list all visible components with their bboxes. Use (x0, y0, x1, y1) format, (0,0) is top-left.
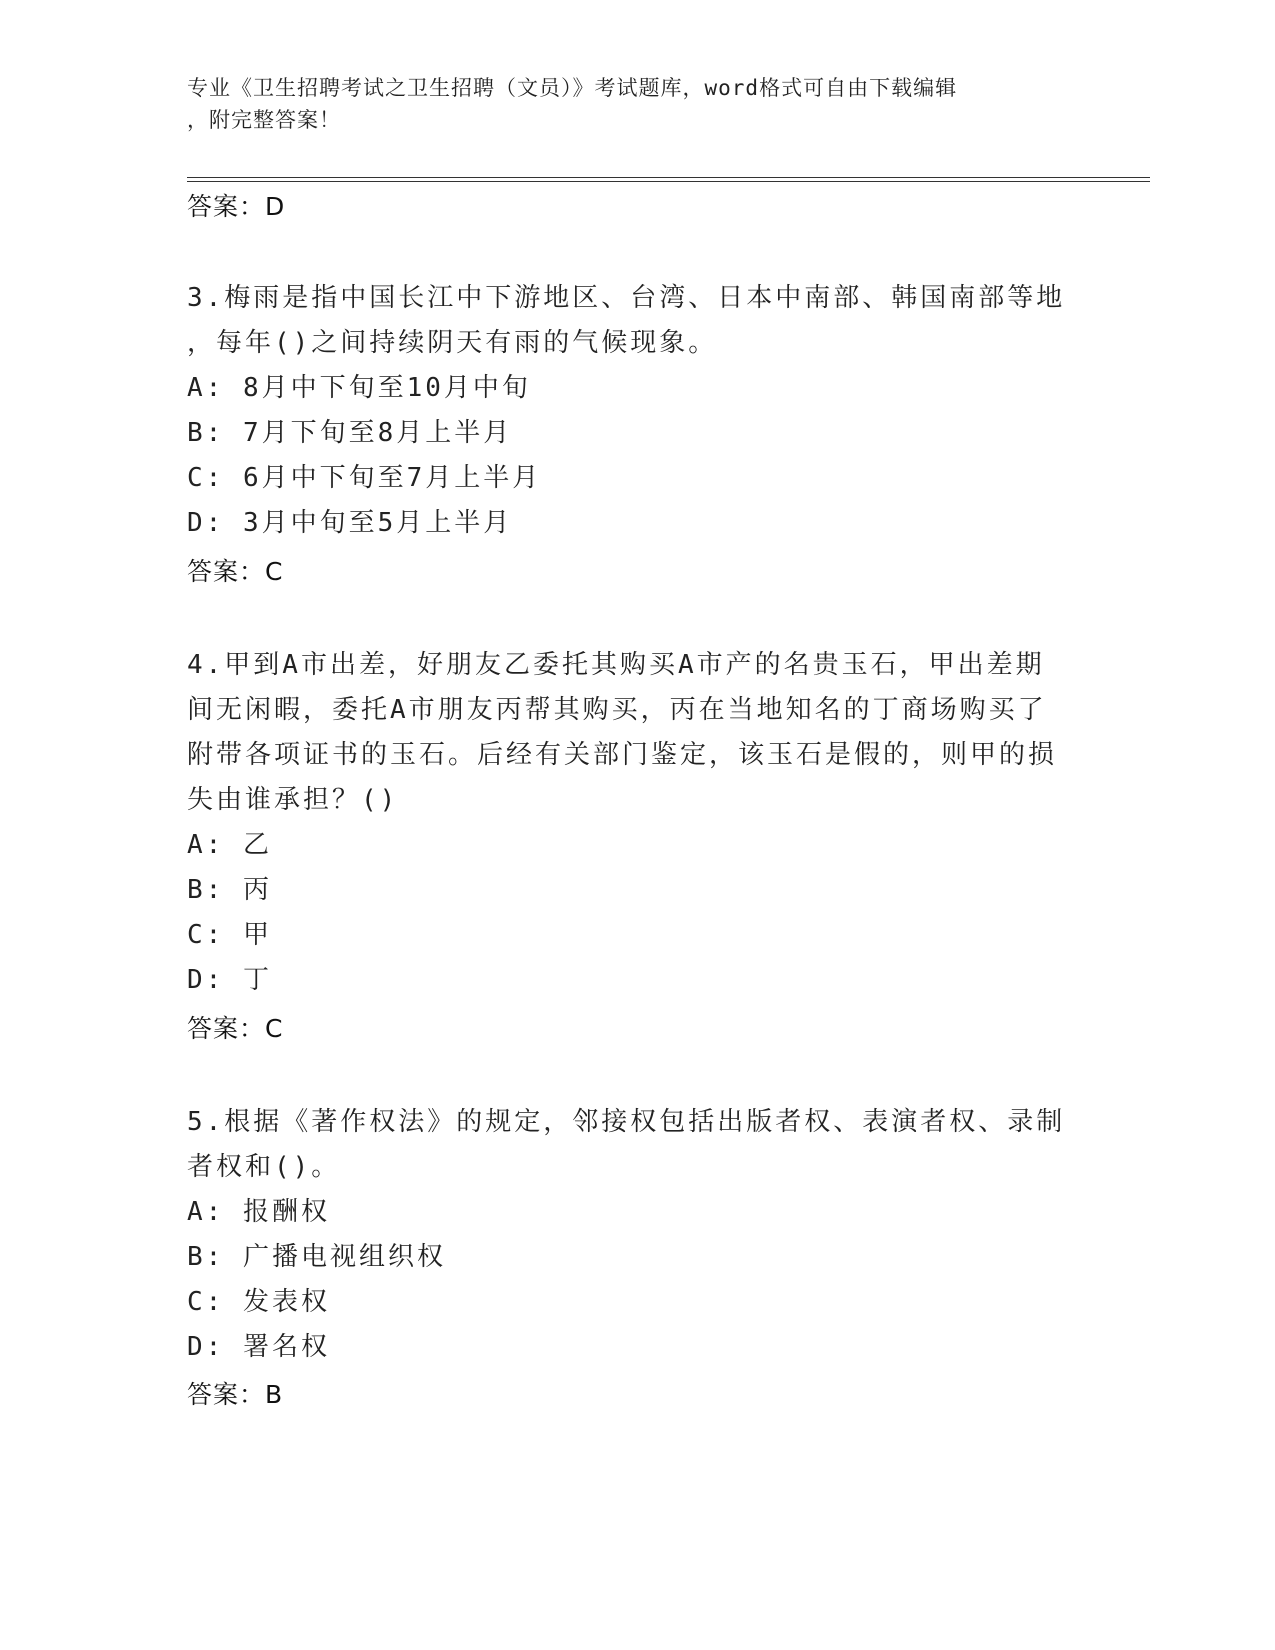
option-d: D: 署名权 (187, 1332, 330, 1362)
document-header (187, 72, 1067, 136)
option-d: D: 丁 (187, 965, 272, 995)
option-a: A: 报酬权 (187, 1197, 330, 1227)
option-a: A: 乙 (187, 830, 272, 860)
question-line: 4.甲到A市出差，好朋友乙委托其购买A市产的名贵玉石，甲出差期 (187, 650, 1045, 680)
previous-answer: 答案：D (187, 192, 286, 221)
question-line: 5.根据《著作权法》的规定，邻接权包括出版者权、表演者权、录制 (187, 1107, 1066, 1137)
question-4 (187, 643, 1067, 1003)
answer-5: 答案：B (187, 1380, 284, 1409)
question-line: ，每年()之间持续阴天有雨的气候现象。 (187, 328, 718, 358)
option-c: C: 发表权 (187, 1287, 330, 1317)
option-d: D: 3月中旬至5月上半月 (187, 508, 513, 538)
option-b: B: 丙 (187, 875, 272, 905)
answer-3: 答案：C (187, 557, 284, 586)
header-line-1: 专业《卫生招聘考试之卫生招聘（文员）》考试题库，word格式可自由下载编辑 (187, 76, 958, 100)
option-b: B: 广播电视组织权 (187, 1242, 446, 1272)
question-line: 间无闲暇，委托A市朋友丙帮其购买，丙在当地知名的丁商场购买了 (187, 695, 1047, 725)
question-line: 3.梅雨是指中国长江中下游地区、台湾、日本中南部、韩国南部等地 (187, 283, 1066, 313)
answer-4: 答案：C (187, 1014, 284, 1043)
option-c: C: 6月中下旬至7月上半月 (187, 463, 542, 493)
question-5 (187, 1100, 1067, 1370)
header-rule-top (187, 177, 1150, 178)
option-a: A: 8月中下旬至10月中旬 (187, 373, 531, 403)
option-b: B: 7月下旬至8月上半月 (187, 418, 513, 448)
header-rule-bottom (187, 181, 1150, 182)
question-line: 失由谁承担？() (187, 785, 399, 815)
header-line-2: ，附完整答案！ (187, 108, 341, 132)
question-line: 附带各项证书的玉石。后经有关部门鉴定，该玉石是假的，则甲的损 (187, 740, 1058, 770)
question-line: 者权和()。 (187, 1152, 341, 1182)
option-c: C: 甲 (187, 920, 272, 950)
question-3 (187, 276, 1067, 546)
